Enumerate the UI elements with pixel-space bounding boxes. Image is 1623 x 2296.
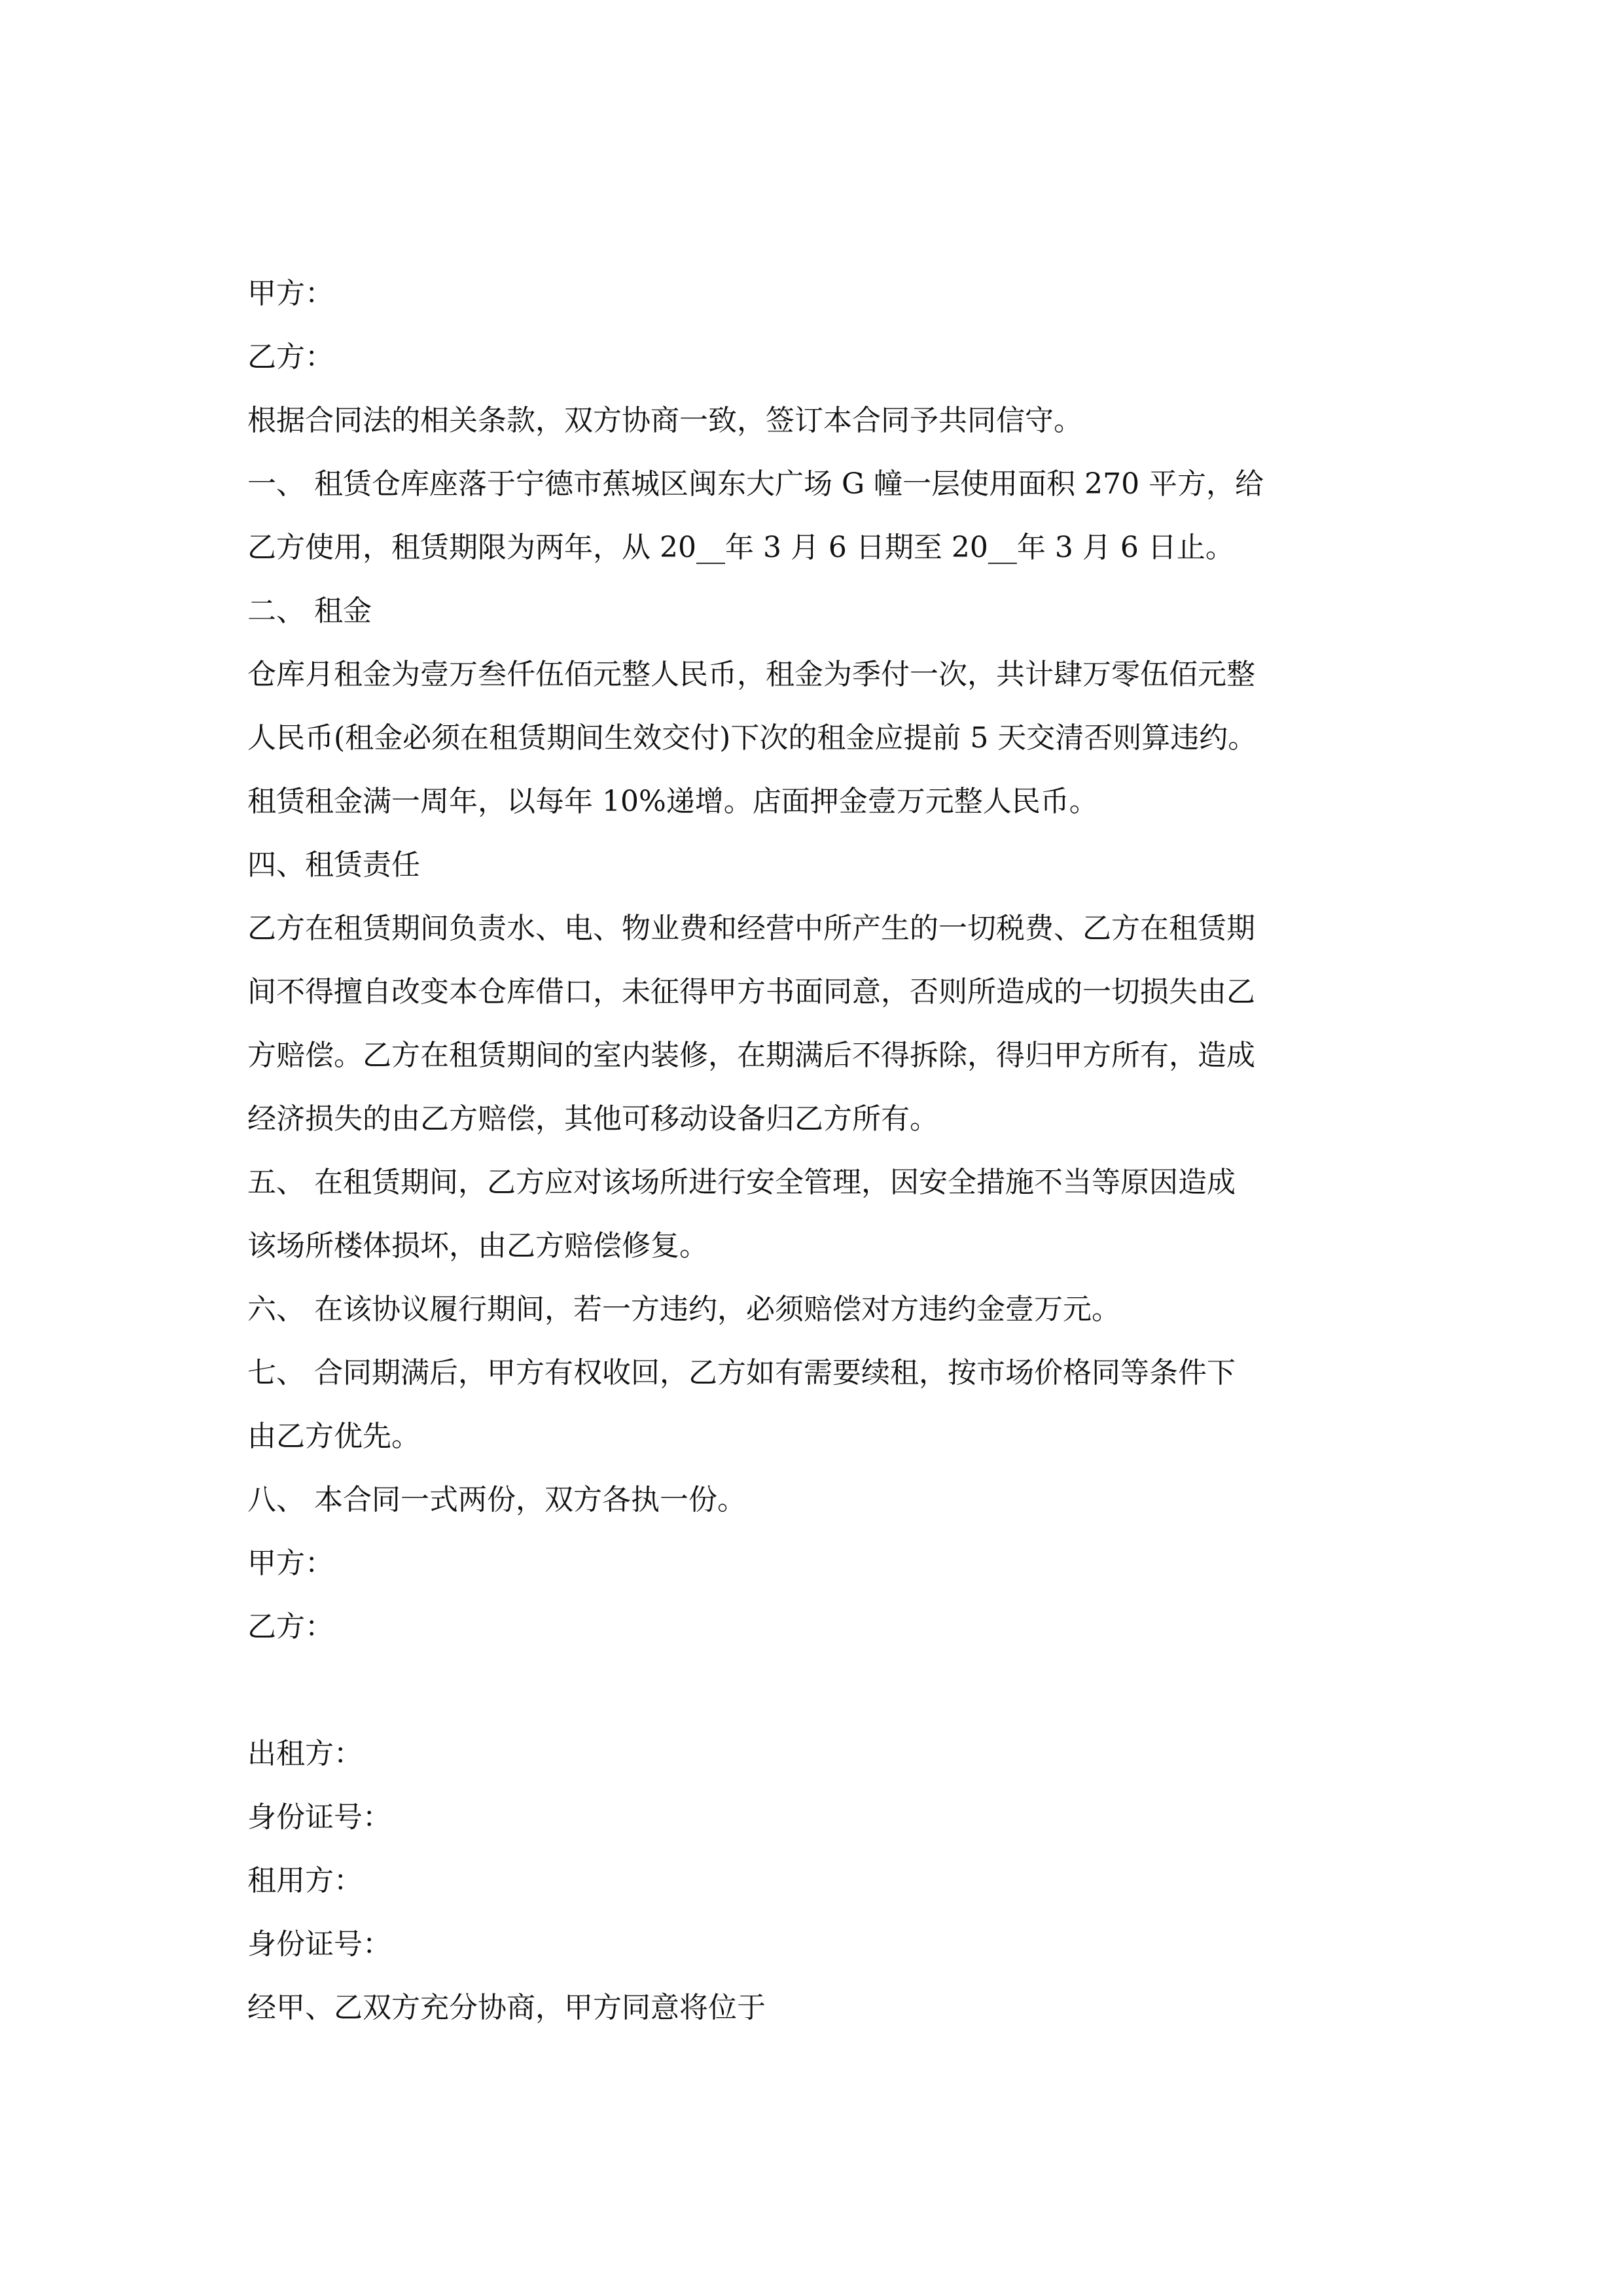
responsibility-line-4: 经济损失的由乙方赔偿，其他可移动设备归乙方所有。 [247,1102,938,1136]
signature-party-b: 乙方： [247,1610,334,1643]
document-body [247,262,1399,2039]
responsibility-line-1: 乙方在租赁期间负责水、电、物业费和经营中所产生的一切税费、乙方在租赁期 [247,912,1255,945]
preamble-line: 根据合同法的相关条款，双方协商一致，签订本合同予共同信守。 [247,404,1082,437]
section-gap [247,1659,1399,1722]
lessee-line: 租用方： [247,1864,363,1897]
lessor-line: 出租方： [247,1737,363,1770]
rent-line-1: 仓库月租金为壹万叁仟伍佰元整人民币，租金为季付一次，共计肆万零伍佰元整 [247,658,1255,691]
clause-1-line-1: 一、 租赁仓库座落于宁德市蕉城区闽东大广场 G 幢一层使用面积 270 平方，给 [247,467,1264,501]
clause-5-line-2: 该场所楼体损坏，由乙方赔偿修复。 [247,1229,708,1263]
signature-party-a: 甲方： [247,1547,334,1580]
clause-5-line-1: 五、 在租赁期间，乙方应对该场所进行安全管理，因安全措施不当等原因造成 [247,1166,1236,1199]
rent-line-3: 租赁租金满一周年，以每年 10%递增。店面押金壹万元整人民币。 [247,785,1098,818]
party-a-line: 甲方： [247,277,334,310]
clause-7-line-1: 七、 合同期满后，甲方有权收回，乙方如有需要续租，按市场价格同等条件下 [247,1356,1236,1390]
lessee-id-line: 身份证号： [247,1928,391,1961]
clause-6-line: 六、 在该协议履行期间，若一方违约，必须赔偿对方违约金壹万元。 [247,1293,1120,1326]
clause-4-heading: 四、租赁责任 [247,848,420,882]
clause-8-line: 八、 本合同一式两份，双方各执一份。 [247,1483,746,1516]
rent-line-2: 人民币(租金必须在租赁期间生效交付)下次的租金应提前 5 天交清否则算违约。 [247,721,1257,755]
responsibility-line-2: 间不得擅自改变本仓库借口，未征得甲方书面同意，否则所造成的一切损失由乙 [247,975,1255,1009]
clause-7-line-2: 由乙方优先。 [247,1420,420,1453]
party-b-line: 乙方： [247,340,334,374]
responsibility-line-3: 方赔偿。乙方在租赁期间的室内装修，在期满后不得拆除，得归甲方所有，造成 [247,1039,1255,1072]
agreement-intro-line: 经甲、乙双方充分协商，甲方同意将位于 [247,1991,766,2024]
clause-1-line-2: 乙方使用，租赁期限为两年，从 20__年 3 月 6 日期至 20__年 3 月 6 日止。 [247,531,1234,564]
lessor-id-line: 身份证号： [247,1801,391,1834]
clause-2-heading: 二、 租金 [247,594,372,628]
